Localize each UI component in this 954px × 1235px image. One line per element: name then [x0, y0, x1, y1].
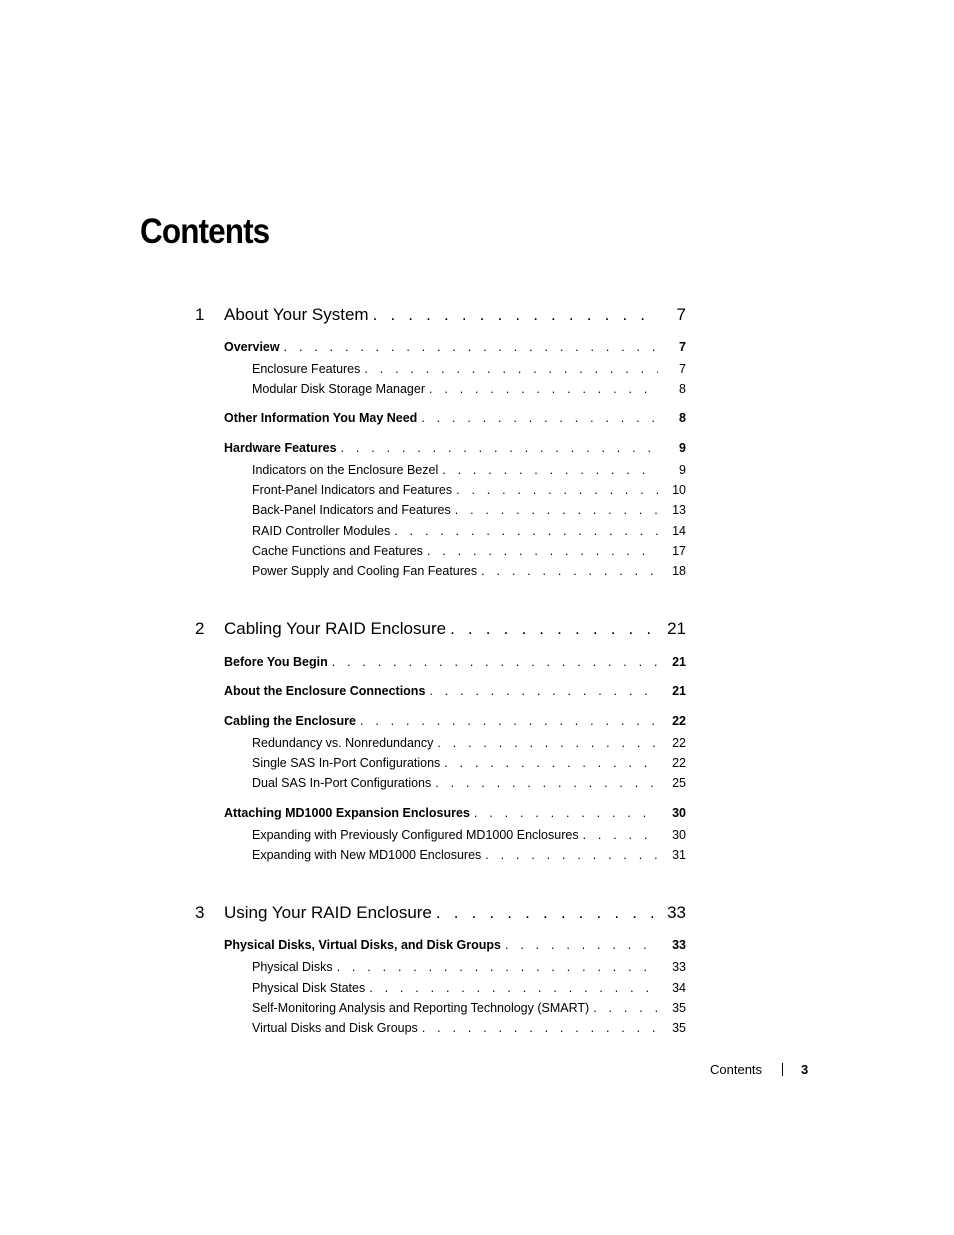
toc-entry-sub[interactable]	[252, 960, 686, 974]
toc-entry-label: Cabling the Enclosure	[224, 714, 356, 728]
toc-entry-label: Physical Disks	[252, 960, 333, 974]
toc-entry-label: Hardware Features	[224, 441, 337, 455]
toc-entry-chapter[interactable]	[195, 903, 686, 923]
dot-leader	[422, 1021, 658, 1035]
toc-entry-label: Expanding with Previously Configured MD1000 Enclosures	[252, 828, 579, 842]
dot-leader	[429, 684, 658, 698]
dot-leader	[437, 736, 658, 750]
toc-entry-sub[interactable]	[252, 524, 686, 538]
toc-entry-chapter[interactable]	[195, 619, 686, 639]
toc-entry-sub[interactable]	[252, 756, 686, 770]
dot-leader	[394, 524, 658, 538]
toc-entry-page-number: 7	[679, 340, 686, 354]
dot-leader	[505, 938, 658, 952]
toc-entry-label: Physical Disks, Virtual Disks, and Disk Groups	[224, 938, 501, 952]
toc-entry-label: Power Supply and Cooling Fan Features	[252, 564, 478, 578]
toc-entry-page-number: 33	[672, 960, 686, 974]
dot-leader	[436, 903, 658, 923]
toc-entry-page-number: 18	[672, 564, 686, 578]
toc-entry-label: Cache Functions and Features	[252, 544, 423, 558]
page-footer	[710, 1062, 808, 1077]
toc-entry-sub[interactable]	[252, 362, 686, 376]
toc-entry-page-number: 8	[679, 382, 686, 396]
toc-entry-page-number: 21	[672, 655, 686, 669]
dot-leader	[583, 828, 658, 842]
toc-entry-label: Virtual Disks and Disk Groups	[252, 1021, 418, 1035]
toc-entry-label: Indicators on the Enclosure Bezel	[252, 463, 439, 477]
toc-entry-sub[interactable]	[252, 828, 686, 842]
toc-entry-sec[interactable]	[224, 714, 686, 728]
dot-leader	[456, 483, 658, 497]
dot-leader	[474, 806, 658, 820]
toc-entry-label: RAID Controller Modules	[252, 524, 391, 538]
toc-entry-sec[interactable]	[224, 411, 686, 425]
toc-entry-label: Modular Disk Storage Manager	[252, 382, 425, 396]
toc-entry-sub[interactable]	[252, 981, 686, 995]
toc-entry-sub[interactable]	[252, 1021, 686, 1035]
dot-leader	[450, 619, 658, 639]
toc-entry-sub[interactable]	[252, 483, 686, 497]
dot-leader	[455, 503, 658, 517]
toc-entry-sub[interactable]	[252, 382, 686, 396]
footer-page-number: 3	[801, 1062, 809, 1077]
dot-leader	[485, 848, 658, 862]
dot-leader	[421, 411, 658, 425]
dot-leader	[360, 714, 658, 728]
toc-entry-page-number: 34	[672, 981, 686, 995]
toc-entry-label: Other Information You May Need	[224, 411, 418, 425]
toc-entry-label: Self-Monitoring Analysis and Reporting Technology (SMART)	[252, 1001, 590, 1015]
chapter-number: 2	[195, 619, 205, 638]
toc-entry-sub[interactable]	[252, 503, 686, 517]
toc-entry-page-number: 22	[672, 756, 686, 770]
footer-section-label: Contents	[710, 1062, 763, 1077]
dot-leader	[429, 382, 658, 396]
toc-entry-sub[interactable]	[252, 544, 686, 558]
dot-leader	[427, 544, 658, 558]
toc-entry-label: About Your System	[224, 305, 369, 324]
toc-entry-label: Cabling Your RAID Enclosure	[224, 619, 447, 638]
toc-entry-page-number: 21	[667, 619, 686, 638]
dot-leader	[373, 305, 658, 325]
toc-entry-sec[interactable]	[224, 938, 686, 952]
toc-entry-sub[interactable]	[252, 848, 686, 862]
toc-entry-page-number: 31	[672, 848, 686, 862]
dot-leader	[337, 960, 658, 974]
toc-entry-label: Back-Panel Indicators and Features	[252, 503, 451, 517]
toc-entry-label: About the Enclosure Connections	[224, 684, 426, 698]
dot-leader	[593, 1001, 658, 1015]
toc-entry-label: Single SAS In-Port Configurations	[252, 756, 441, 770]
toc-entry-page-number: 30	[672, 806, 686, 820]
toc-entry-sub[interactable]	[252, 736, 686, 750]
toc-entry-page-number: 7	[679, 362, 686, 376]
toc-entry-page-number: 25	[672, 776, 686, 790]
dot-leader	[341, 441, 658, 455]
toc-entry-sub[interactable]	[252, 1001, 686, 1015]
dot-leader	[369, 981, 658, 995]
toc-entry-label: Front-Panel Indicators and Features	[252, 483, 453, 497]
dot-leader	[364, 362, 658, 376]
toc-entry-sec[interactable]	[224, 655, 686, 669]
toc-entry-sec[interactable]	[224, 340, 686, 354]
toc-entry-page-number: 8	[679, 411, 686, 425]
toc-entry-page-number: 22	[672, 714, 686, 728]
dot-leader	[442, 463, 658, 477]
toc-entry-page-number: 22	[672, 736, 686, 750]
toc-entry-page-number: 33	[672, 938, 686, 952]
toc-entry-label: Attaching MD1000 Expansion Enclosures	[224, 806, 470, 820]
toc-entry-page-number: 33	[667, 903, 686, 922]
toc-entry-page-number: 35	[672, 1021, 686, 1035]
toc-entry-page-number: 17	[672, 544, 686, 558]
toc-entry-sec[interactable]	[224, 806, 686, 820]
toc-entry-page-number: 10	[672, 483, 686, 497]
toc-entry-page-number: 14	[672, 524, 686, 538]
toc-entry-label: Using Your RAID Enclosure	[224, 903, 432, 922]
toc-entry-sub[interactable]	[252, 463, 686, 477]
dot-leader	[332, 655, 658, 669]
toc-entry-page-number: 9	[679, 441, 686, 455]
dot-leader	[435, 776, 658, 790]
toc-entry-label: Expanding with New MD1000 Enclosures	[252, 848, 482, 862]
toc-entry-page-number: 35	[672, 1001, 686, 1015]
toc-entry-label: Overview	[224, 340, 280, 354]
toc-entry-label: Enclosure Features	[252, 362, 361, 376]
toc-entry-label: Dual SAS In-Port Configurations	[252, 776, 432, 790]
toc-entry-label: Physical Disk States	[252, 981, 366, 995]
toc-entry-page-number: 13	[672, 503, 686, 517]
toc-entry-sub[interactable]	[252, 776, 686, 790]
toc-entry-page-number: 21	[672, 684, 686, 698]
chapter-number: 3	[195, 903, 205, 922]
dot-leader	[284, 340, 658, 354]
footer-divider	[782, 1063, 783, 1076]
toc-entry-sec[interactable]	[224, 441, 686, 455]
toc-entry-label: Before You Begin	[224, 655, 328, 669]
toc-entry-sub[interactable]	[252, 564, 686, 578]
chapter-number: 1	[195, 305, 205, 324]
toc-entry-page-number: 9	[679, 463, 686, 477]
toc-entry-label: Redundancy vs. Nonredundancy	[252, 736, 434, 750]
toc-entry-chapter[interactable]	[195, 305, 686, 325]
dot-leader	[481, 564, 658, 578]
toc-entry-sec[interactable]	[224, 684, 686, 698]
dot-leader	[444, 756, 658, 770]
page-title: Contents	[140, 212, 270, 251]
toc-entry-page-number: 30	[672, 828, 686, 842]
toc-entry-page-number: 7	[676, 305, 686, 324]
